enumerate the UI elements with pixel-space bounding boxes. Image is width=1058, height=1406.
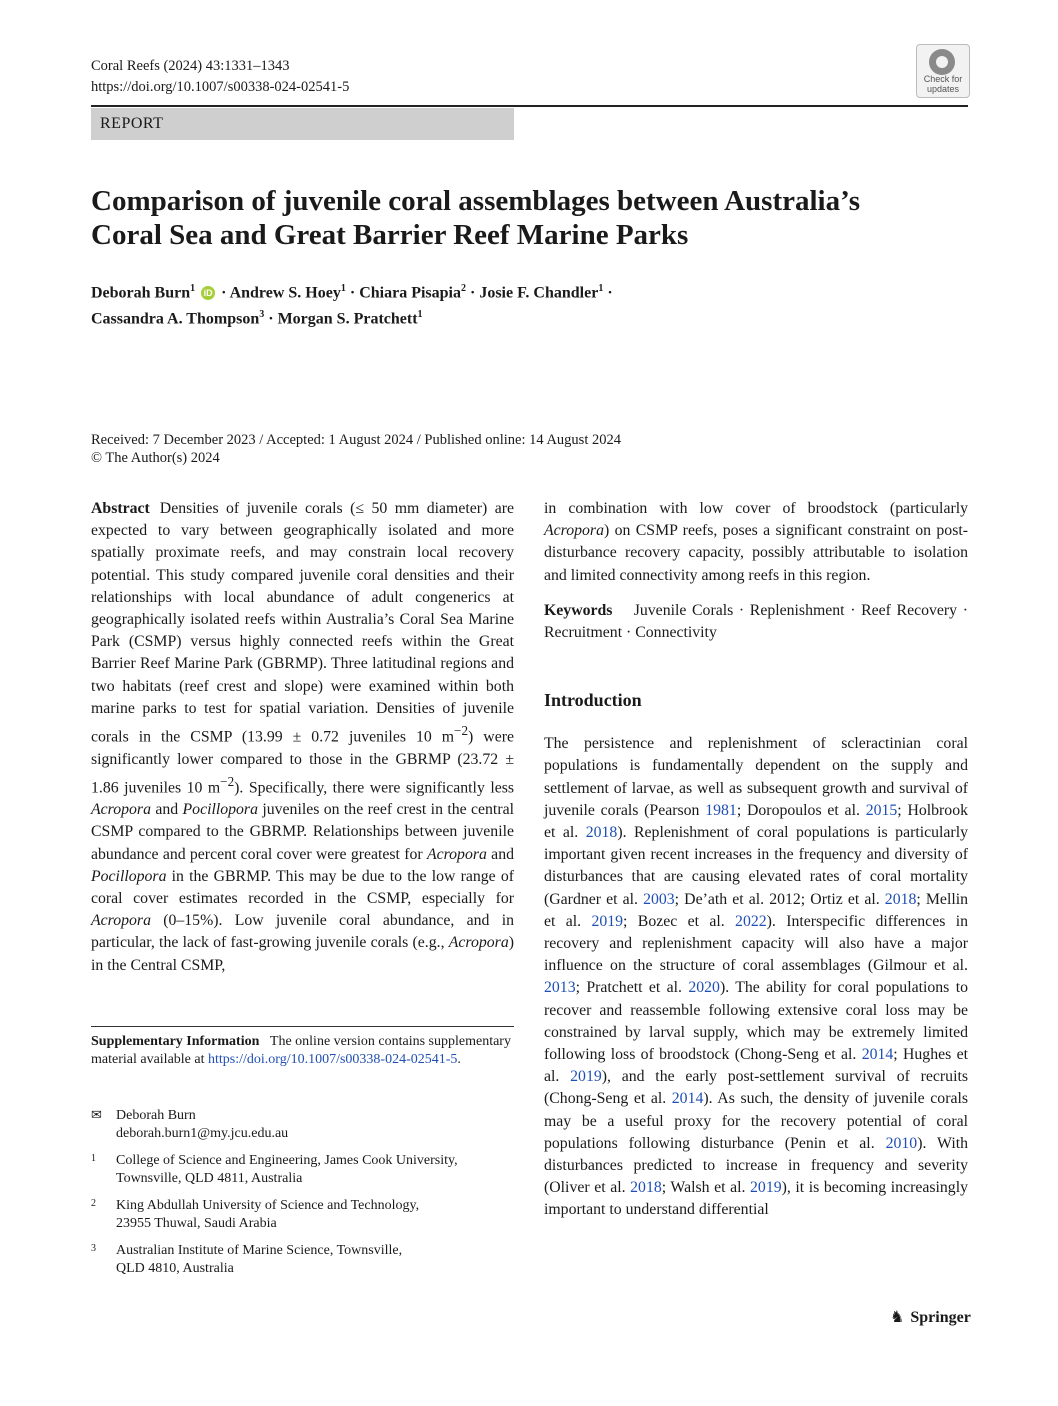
abstract-text: in combination with low cover of broodstock (particularly — [544, 500, 968, 517]
intro-text: ; Walsh et al. — [661, 1179, 751, 1197]
introduction-paragraph — [544, 733, 968, 1221]
author-name[interactable]: Andrew S. Hoey — [229, 284, 341, 302]
author-affil: 1 — [340, 283, 346, 294]
intro-text: ). Interspecific differences in recovery and replenishment capacity will also have a major influence on the structure of coral assemblages (Gilmour et al. — [544, 912, 968, 975]
affiliation-line: King Abdullah University of Science and Technology, — [116, 1198, 420, 1213]
check-updates-icon — [929, 49, 955, 75]
citation-link[interactable]: 2019 — [570, 1068, 602, 1086]
citation-link[interactable]: 2003 — [643, 890, 675, 908]
genus-name: Acropora — [448, 934, 509, 952]
abstract-heading: Abstract — [91, 500, 150, 517]
abstract-paragraph — [91, 498, 514, 977]
intro-text: ; Bozec et al. — [623, 912, 736, 930]
doi-line[interactable]: https://doi.org/10.1007/s00338-024-02541-5 — [91, 79, 350, 95]
envelope-icon: ✉ — [91, 1108, 102, 1123]
affiliation-item — [91, 1152, 514, 1188]
author-affil: 3 — [259, 309, 265, 321]
affiliation-item — [91, 1242, 514, 1278]
abstract-text: (0–15%). Low juvenile coral abundance, and in particular, the lack of fast-growing juvenile corals (e.g., — [91, 912, 514, 952]
footnote-rule — [91, 1026, 514, 1027]
intro-text: ). With disturbances predicted to increase in frequency and severity (Oliver et al. — [544, 1134, 969, 1197]
abstract-column — [91, 498, 514, 977]
citation-link[interactable]: 2010 — [885, 1134, 918, 1152]
supplementary-end: . — [457, 1052, 461, 1067]
citation-link[interactable]: 2020 — [688, 979, 720, 997]
citation-link[interactable]: 2014 — [671, 1090, 704, 1108]
genus-name: Acropora — [544, 522, 604, 540]
author-affil: 2 — [460, 283, 466, 294]
author-name[interactable]: Morgan S. Pratchett — [277, 310, 418, 328]
abstract-text: ) on CSMP reefs, poses a significant constraint on post-disturbance recovery capacity, possibly attributable to isolation and limited connectivity among reefs in this region. — [544, 522, 968, 584]
correspondent-name: Deborah Burn — [116, 1108, 196, 1123]
affiliation-item — [91, 1197, 514, 1233]
article-dates — [91, 431, 621, 467]
abstract-text: and — [150, 801, 183, 819]
journal-citation — [91, 56, 349, 98]
title-line-2: Coral Sea and Great Barrier Reef Marine Parks — [91, 219, 689, 251]
affiliation-number: 3 — [91, 1243, 96, 1254]
abstract-text: ) were significantly lower compared to those in the GBRMP (23.72 ± 1.86 juveniles 10 m — [91, 728, 514, 796]
citation-link[interactable]: 2018 — [630, 1179, 662, 1197]
abstract-text: in the GBRMP. This may be due to the low range of coral cover estimates recorded in the CSMP, especially for — [91, 867, 514, 907]
intro-text: ; Mellin et al. — [544, 890, 969, 930]
check-for-updates-badge[interactable] — [916, 44, 970, 98]
supplementary-info — [91, 1033, 514, 1069]
author-name[interactable]: Cassandra A. Thompson — [91, 310, 260, 328]
intro-text: ). As such, the density of juvenile corals may be a useful proxy for the recovery potential of coral populations following disturbance (Penin et al. — [544, 1090, 969, 1152]
intro-text: ). Replenishment of coral populations is particularly important given recent increases in the frequency and diversity of disturbances that are causing elevated rates of coral mortality (Gardner et al. — [544, 824, 968, 908]
abstract-text: juveniles on the reef crest in the central CSMP compared to the GBRMP. Relationships between juvenile abundance and percent coral cover were greatest for — [91, 801, 514, 863]
citation-link[interactable]: 2014 — [861, 1046, 894, 1064]
springer-horse-icon: ♞ — [890, 1307, 905, 1326]
abstract-continuation — [544, 498, 968, 587]
genus-name: Pocillopora — [182, 801, 258, 819]
article-title — [91, 184, 971, 252]
affiliation-block — [91, 1107, 514, 1287]
journal-line: Coral Reefs (2024) 43:1331–1343 — [91, 58, 290, 74]
intro-text: ). The ability for coral populations to recover and reassemble following extensive coral loss may be constrained by larval supply, which may be extremely limited following loss of broodstock (Chong-Seng et al. — [544, 979, 968, 1064]
section-label: REPORT — [100, 115, 164, 132]
intro-text: ), and the early post-settlement survival of recruits (Chong-Seng et al. — [544, 1068, 968, 1108]
keywords-heading: Keywords — [544, 601, 613, 619]
correspondent-email[interactable]: deborah.burn1@my.jcu.edu.au — [116, 1126, 289, 1141]
author-name[interactable]: Josie F. Chandler — [479, 284, 599, 302]
affiliation-line: QLD 4810, Australia — [116, 1261, 234, 1276]
author-list: Deborah Burn$^1$ iD · Andrew S. Hoey$^1$ · Chiara Pisapia$^2$ · Josie F. Chandler$^1$ · Cassandra A. Thompson$^3$ · Morgan S. Pratchett$^1$ — [91, 283, 613, 328]
citation-link[interactable]: 2019 — [591, 912, 624, 930]
affiliation-number: 2 — [91, 1198, 96, 1209]
section-label-bar — [91, 108, 514, 140]
dates-line: Received: 7 December 2023 / Accepted: 1 August 2024 / Published online: 14 August 2024 — [91, 432, 621, 448]
citation-link[interactable]: 1981 — [705, 801, 737, 819]
abstract-text: and — [486, 845, 514, 863]
affiliation-line: Townsville, QLD 4811, Australia — [116, 1171, 303, 1186]
affiliation-number: 1 — [91, 1153, 96, 1164]
title-line-1: Comparison of juvenile coral assemblages between Australia’s — [91, 185, 860, 217]
intro-text: ; Holbrook et al. — [544, 801, 969, 842]
keywords — [544, 600, 968, 644]
check-updates-label: Check for updates — [923, 74, 963, 94]
intro-text: ; Pratchett et al. — [575, 979, 689, 997]
intro-text: ), it is becoming increasingly important to understand differential — [544, 1179, 968, 1219]
keywords-text: Juvenile Corals · Replenishment · Reef Recovery · Recruitment · Connectivity — [544, 601, 968, 642]
citation-link[interactable]: 2018 — [884, 890, 917, 908]
intro-text: ; Doropoulos et al. — [736, 801, 866, 819]
affiliation-line: Australian Institute of Marine Science, Townsville, — [116, 1243, 403, 1258]
author-affil: 1 — [598, 283, 604, 294]
supplementary-link[interactable]: https://doi.org/10.1007/s00338-024-02541-5 — [208, 1052, 458, 1067]
publisher-logo — [890, 1307, 971, 1327]
header-rule — [91, 105, 968, 107]
correspondence-row — [91, 1107, 514, 1143]
abstract-text: ) in the Central CSMP, — [91, 934, 514, 974]
citation-link[interactable]: 2015 — [865, 801, 898, 819]
affiliation-line: 23955 Thuwal, Saudi Arabia — [116, 1216, 277, 1231]
introduction-heading: Introduction — [544, 690, 642, 711]
unit-exponent: −2 — [220, 773, 235, 789]
publisher-name: Springer — [910, 1309, 971, 1326]
citation-link[interactable]: 2018 — [585, 824, 618, 842]
author-name[interactable]: Chiara Pisapia — [359, 284, 461, 302]
intro-text: ; De’ath et al. 2012; Ortiz et al. — [674, 890, 885, 908]
abstract-text: ). Specifically, there were significantly less — [234, 778, 515, 796]
author-affil: 1 — [190, 283, 196, 294]
genus-name: Acropora — [426, 845, 487, 863]
author-affil: 1 — [417, 309, 423, 321]
abstract-text: Densities of juvenile corals (≤ 50 mm diameter) are expected to vary between geographically isolated and more spatially proximate reefs, and may constrain local recovery potential. This study compared juvenile coral densities and their relationships with local abundance of adult congenerics at geographically isolated reefs within Australia’s Coral Sea Marine Park (CSMP) versus highly connected reefs within the Great Barrier Reef Marine Park (GBRMP). Three latitudinal regions and two habitats (reef crest and slope) were examined within both marine parks to test for spatial variation. Densities of juvenile corals in the CSMP (13.99 ± 0.72 juveniles 10 m — [91, 500, 514, 746]
supplementary-text: The online version contains supplementary material available at — [91, 1034, 511, 1067]
unit-exponent: −2 — [454, 723, 469, 739]
citation-link[interactable]: 2022 — [735, 912, 767, 930]
citation-link[interactable]: 2019 — [750, 1179, 782, 1197]
author-name[interactable]: Deborah Burn — [91, 284, 191, 302]
right-column — [544, 498, 968, 1222]
intro-text: The persistence and replenishment of scleractinian coral populations is fundamentally dependent on the supply and settlement of larvae, as well as subsequent growth and survival of juvenile corals (Pearson — [544, 735, 968, 819]
citation-link[interactable]: 2013 — [544, 979, 576, 997]
affiliation-line: College of Science and Engineering, James Cook University, — [116, 1153, 458, 1168]
genus-name: Acropora — [91, 801, 151, 819]
orcid-icon[interactable]: iD — [201, 286, 215, 300]
supplementary-heading: Supplementary Information — [91, 1034, 260, 1049]
copyright-line: © The Author(s) 2024 — [91, 450, 220, 466]
genus-name: Pocillopora — [91, 867, 167, 885]
intro-text: ; Hughes et al. — [544, 1046, 968, 1086]
genus-name: Acropora — [91, 912, 151, 930]
